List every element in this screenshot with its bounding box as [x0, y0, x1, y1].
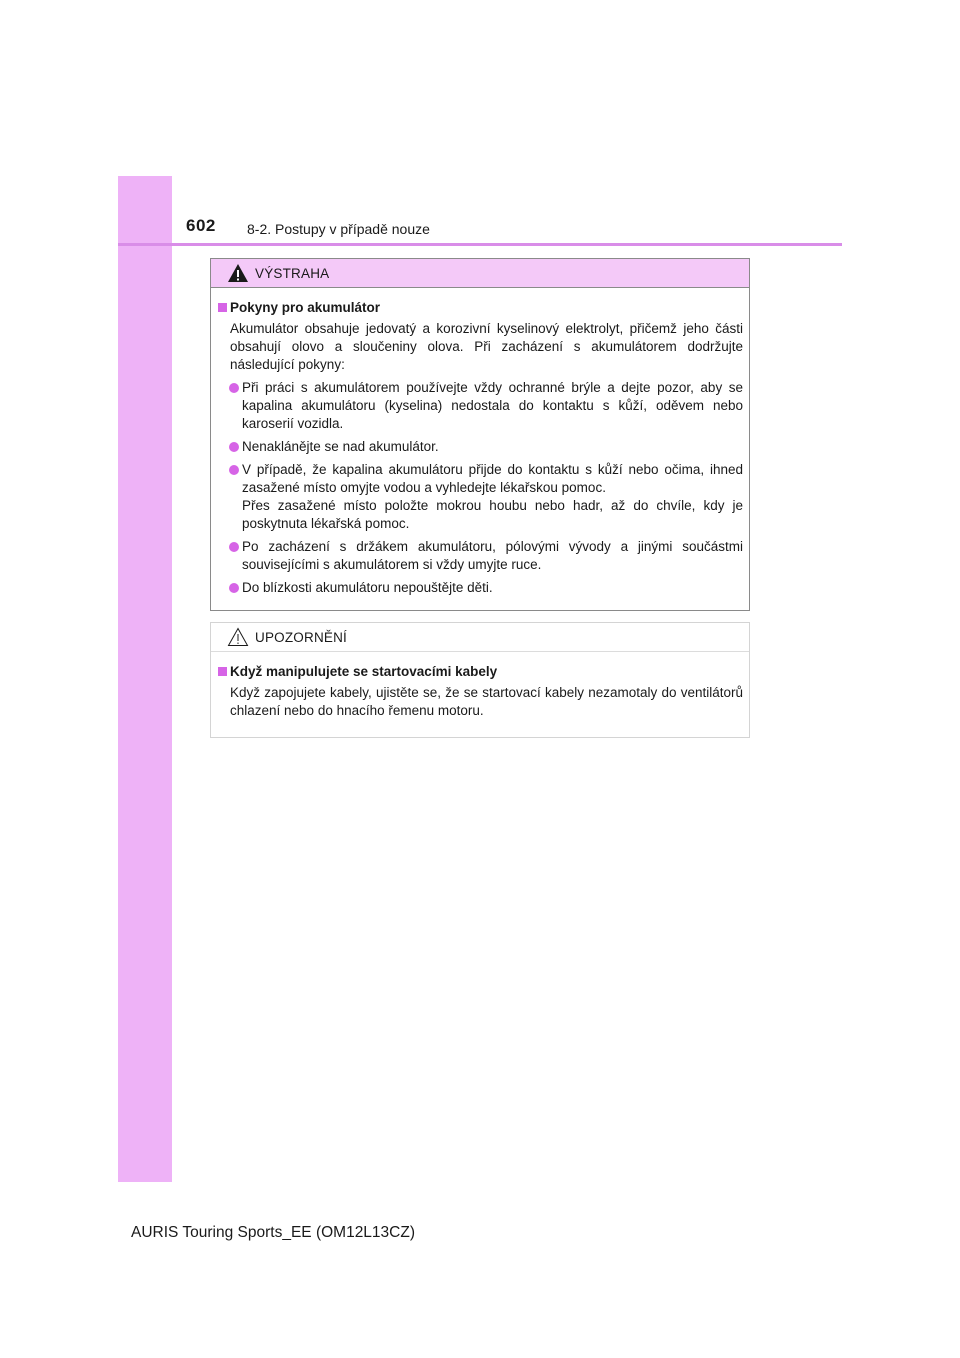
page-number: 602: [186, 216, 216, 235]
header-rule: [118, 243, 842, 246]
warning-item-title: [217, 299, 743, 317]
caution-text: Když zapojujete kabely, ujistěte se, že se startovací kabely nezamotaly do ventilátorů chlazení nebo do hnacího řemenu motoru.: [230, 685, 743, 718]
warning-intro: Akumulátor obsahuje jedovatý a korozivní kyselinový elektrolyt, přičemž jeho části obsahují olovo a sloučeniny olova. Při zacházení s akumulátorem dodržujte následující pokyny:: [230, 321, 743, 372]
footer-model: AURIS Touring Sports_EE (OM12L13CZ): [131, 1224, 415, 1241]
warning-header: [211, 259, 749, 288]
list-item: [217, 579, 743, 597]
caution-triangle-icon: [227, 627, 249, 647]
square-bullet-icon: [218, 303, 227, 312]
caution-title-text: Když manipulujete se startovacími kabely: [230, 664, 498, 679]
list-item: [217, 438, 743, 456]
warning-body: [211, 288, 749, 597]
list-item: [217, 461, 743, 533]
section-title: 8-2. Postupy v případě nouze: [247, 221, 430, 237]
bullet-text-continued: Přes zasažené místo položte mokrou houbu nebo hadr, až do chvíle, kdy je poskytnuta lékařská pomoc.: [242, 498, 743, 531]
circle-bullet-icon: [229, 583, 239, 593]
caution-box: [210, 622, 750, 738]
list-item: [217, 379, 743, 433]
circle-bullet-icon: [229, 383, 239, 393]
bullet-text: Při práci s akumulátorem používejte vždy ochranné brýle a dejte pozor, aby se kapalina akumulátoru (kyselina) nedostala do kontaktu s kůží, oděvem nebo karoserií vozidla.: [242, 380, 743, 431]
warning-triangle-icon: [227, 263, 249, 283]
bullet-text: Po zacházení s držákem akumulátoru, pólovými vývody a jinými součástmi souvisejícími s akumulátorem si vždy umyjte ruce.: [242, 539, 743, 572]
bullet-text: V případě, že kapalina akumulátoru přijde do kontaktu s kůží nebo očima, ihned zasažené místo omyjte vodou a vyhledejte lékařskou pomoc.: [242, 462, 743, 495]
caution-body: [211, 652, 749, 720]
warning-label: VÝSTRAHA: [255, 266, 330, 281]
square-bullet-icon: [218, 667, 227, 676]
caution-header: [211, 623, 749, 652]
circle-bullet-icon: [229, 465, 239, 475]
warning-title-text: Pokyny pro akumulátor: [230, 300, 381, 315]
circle-bullet-icon: [229, 442, 239, 452]
circle-bullet-icon: [229, 542, 239, 552]
bullet-text: Do blízkosti akumulátoru nepouštějte děti.: [242, 580, 493, 595]
bullet-text: Nenaklánějte se nad akumulátor.: [242, 439, 439, 454]
warning-box: [210, 258, 750, 611]
side-strip: [118, 176, 172, 1182]
list-item: [217, 538, 743, 574]
caution-label: UPOZORNĚNÍ: [255, 630, 348, 645]
caution-item-title: [217, 663, 743, 681]
